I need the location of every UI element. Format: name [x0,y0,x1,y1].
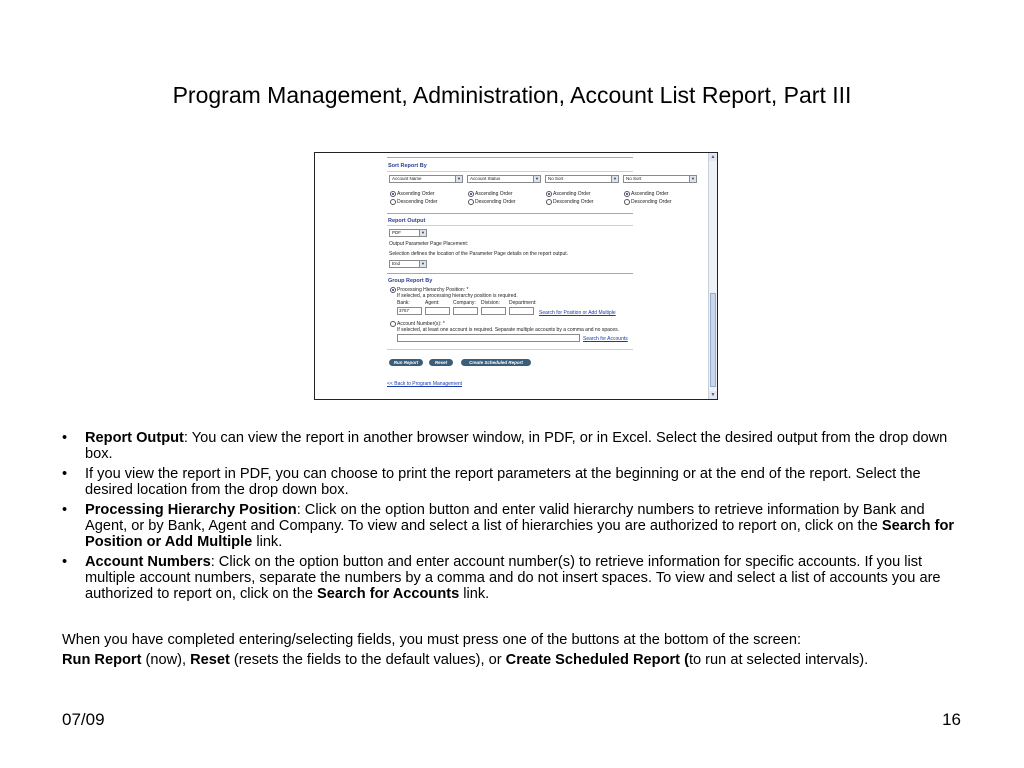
back-to-program-management-link[interactable]: << Back to Program Management [387,381,463,387]
descending-label: Descending Order [397,199,438,205]
company-col-label: Company: [453,300,476,306]
chevron-down-icon: ▼ [455,176,462,182]
descending-radio-3[interactable] [546,199,552,205]
bullet-account-numbers: • Account Numbers: Click on the option button and enter account number(s) to retrieve information for specific accounts. If you list multiple account numbers, separate the numbers by a comma and do not insert spaces. To view and select a list of accounts you are authorized to report on, click on the Search for Accounts link. [62,554,962,602]
instructions-list [62,430,962,606]
account-radio[interactable] [390,321,396,327]
sort-heading: Sort Report By [388,163,427,169]
descending-label: Descending Order [631,199,672,205]
slide-title: Program Management, Administration, Account List Report, Part III [172,82,852,108]
scroll-down-icon[interactable]: ▼ [710,392,716,398]
output-format-select[interactable]: PDF ▼ [389,229,427,237]
scroll-up-icon[interactable]: ▲ [710,154,716,160]
group-heading: Group Report By [388,278,433,284]
descending-label: Descending Order [475,199,516,205]
closing-buttons: Run Report (now), Reset (resets the fields to the default values), or Create Scheduled Report (to run at selected intervals). [62,652,869,668]
sort-select-3[interactable]: No Sort ▼ [545,175,619,183]
create-scheduled-report-button[interactable]: Create Scheduled Report [461,359,531,366]
ascending-label: Ascending Order [475,191,513,197]
department-input[interactable] [509,307,534,315]
bank-input[interactable]: 3757 [397,307,422,315]
agent-col-label: Agent: [425,300,440,306]
chevron-down-icon: ▼ [689,176,696,182]
page-number: 16 [942,710,961,729]
hierarchy-radio[interactable] [390,287,396,293]
ascending-radio-3[interactable] [546,191,552,197]
hierarchy-help: If selected, a processing hierarchy position is required. [397,293,518,299]
closing-line: When you have completed entering/selecting fields, you must press one of the buttons at the bottom of the screen: [62,632,802,648]
chevron-down-icon: ▼ [419,230,426,236]
bank-col-label: Bank: [397,300,410,306]
hierarchy-label: Processing Hierarchy Position: * [397,287,469,293]
placement-help: Selection defines the location of the Parameter Page details on the report output. [389,251,569,257]
report-screenshot [314,152,718,400]
account-input[interactable] [397,334,580,342]
ascending-label: Ascending Order [397,191,435,197]
ascending-label: Ascending Order [553,191,591,197]
run-report-button[interactable]: Run Report [389,359,423,366]
agent-input[interactable] [425,307,450,315]
bullet-hierarchy: • Processing Hierarchy Position: Click on the option button and enter valid hierarchy numbers to retrieve information by Bank and Agent, or by Bank, Agent and Company. To view and select a list of hierarchies you are authorized to report on, click on the Search for Position or Add Multiple link. [62,502,962,550]
ascending-radio-4[interactable] [624,191,630,197]
sort-select-4[interactable]: No Sort ▼ [623,175,697,183]
footer-date: 07/09 [62,710,105,729]
bullet-pdf-placement: • If you view the report in PDF, you can choose to print the report parameters at the beginning or at the end of the report. Select the desired location from the drop down box. [62,466,962,498]
account-label: Account Number(s): * [397,321,445,327]
output-heading: Report Output [388,218,426,224]
chevron-down-icon: ▼ [611,176,618,182]
descending-label: Descending Order [553,199,594,205]
sort-select-1[interactable]: Account Name ▼ [389,175,463,183]
placement-select[interactable]: End ▼ [389,260,427,268]
chevron-down-icon: ▼ [533,176,540,182]
division-input[interactable] [481,307,506,315]
chevron-down-icon: ▼ [419,261,426,267]
sort-select-2[interactable]: Account Status ▼ [467,175,541,183]
reset-button[interactable]: Reset [429,359,453,366]
search-position-link[interactable]: Search for Position or Add Multiple [539,310,616,316]
descending-radio-4[interactable] [624,199,630,205]
bullet-report-output: • Report Output: You can view the report in another browser window, in PDF, or in Excel. Select the desired output from the drop down box. [62,430,962,462]
department-col-label: Department: [509,300,537,306]
vertical-scrollbar[interactable] [708,153,717,399]
division-col-label: Division: [481,300,500,306]
ascending-radio-1[interactable] [390,191,396,197]
placement-label: Output Parameter Page Placement: [389,241,469,247]
scroll-thumb[interactable] [710,293,716,387]
descending-radio-1[interactable] [390,199,396,205]
descending-radio-2[interactable] [468,199,474,205]
ascending-radio-2[interactable] [468,191,474,197]
search-accounts-link[interactable]: Search for Accounts [583,336,628,342]
ascending-label: Ascending Order [631,191,669,197]
account-help: If selected, at least one account is required. Separate multiple accounts by a comma and no spaces. [397,327,620,333]
company-input[interactable] [453,307,478,315]
